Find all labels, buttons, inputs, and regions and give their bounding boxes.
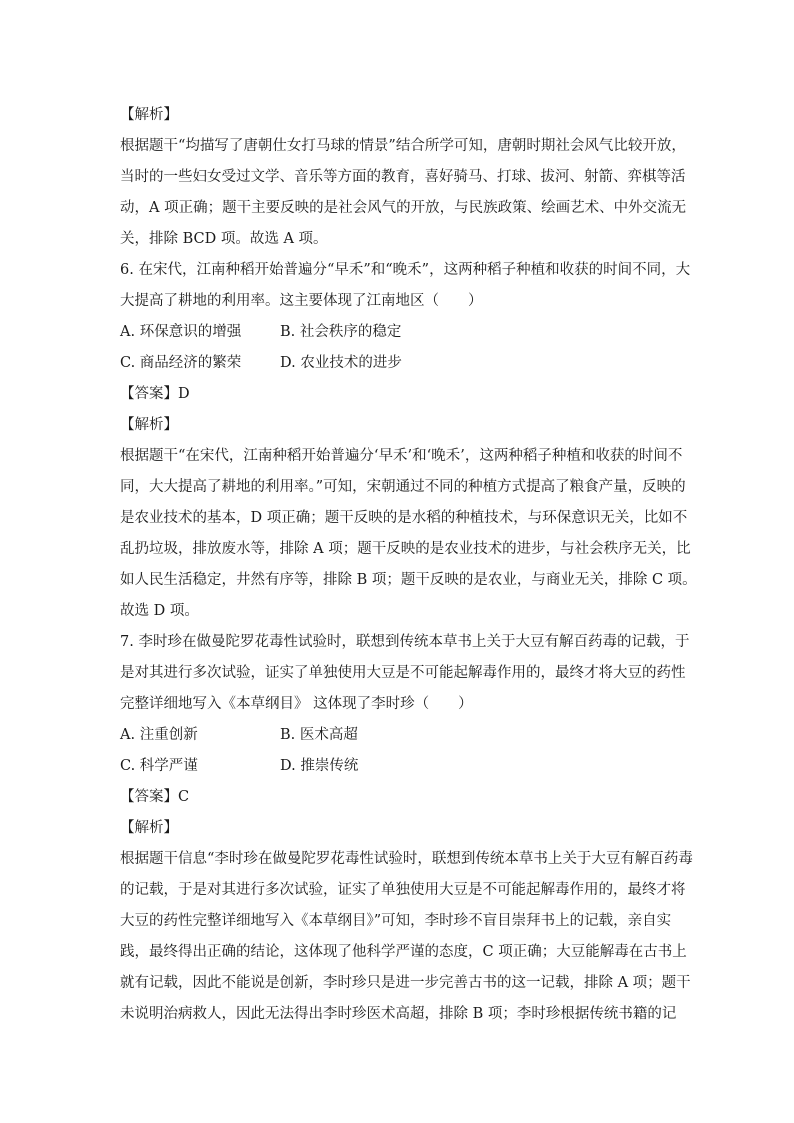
analysis-label: 【解析】: [120, 820, 178, 836]
document-page: [120, 100, 697, 1030]
option-c: C. 科学严谨: [120, 758, 198, 774]
analysis-text: [120, 131, 687, 255]
option-a: A. 注重创新: [120, 727, 198, 743]
analysis-line: 就有记载，因此不能说是创新，李时珍只是进一步完善古书的这一记载，排除 A 项；题干: [120, 975, 691, 991]
option-d: D. 推崇传统: [280, 758, 359, 774]
analysis-text: [120, 844, 693, 1030]
question-stem-line: 是对其进行多次试验，证实了单独使用大豆是不可能起解毒作用的，最终才将大豆的药性: [120, 665, 686, 681]
analysis-line: 故选 D 项。: [120, 603, 199, 619]
question-7: [120, 627, 693, 1030]
analysis-label: 【解析】: [120, 107, 178, 123]
options-row: [120, 348, 675, 379]
question-stem-line: 大提高了耕地的利用率。这主要体现了江南地区（ ）: [120, 293, 483, 309]
answer-label: 【答案】D: [120, 386, 190, 402]
analysis-line: 如人民生活稳定，井然有序等，排除 B 项；题干反映的是农业，与商业无关，排除 C 项。: [120, 572, 697, 588]
analysis-line: 践，最终得出正确的结论，这体现了他科学严谨的态度，C 项正确；大豆能解毒在古书上: [120, 944, 687, 960]
analysis-line: 的记载，于是对其进行多次试验，证实了单独使用大豆是不可能起解毒作用的，最终才将: [120, 882, 686, 898]
analysis-line: 根据题干信息“李时珍在做曼陀罗花毒性试验时，联想到传统本草书上关于大豆有解百药毒: [120, 851, 693, 867]
option-a: A. 环保意识的增强: [120, 324, 242, 340]
option-b: B. 社会秩序的稳定: [280, 324, 402, 340]
option-b: B. 医术高超: [280, 727, 358, 743]
analysis-line: 当时的一些妇女受过文学、音乐等方面的教育，喜好骑马、打球、拔河、射箭、弈棋等活: [120, 169, 686, 185]
analysis-label: 【解析】: [120, 417, 178, 433]
analysis-line: 根据题干“在宋代，江南种稻开始普遍分‘早禾’和‘晚禾’，这两种稻子种植和收获的时间不: [120, 448, 683, 464]
question-stem-line: 完整详细地写入《本草纲目》 这体现了李时珍（ ）: [120, 696, 473, 712]
question-stem-line: 6. 在宋代，江南种稻开始普遍分“早禾”和“晚禾”，这两种稻子种植和收获的时间不同，大: [120, 262, 691, 278]
analysis-line: 根据题干“均描写了唐朝仕女打马球的情景”结合所学可知，唐朝时期社会风气比较开放，: [120, 138, 686, 154]
analysis-line: 大豆的药性完整详细地写入《本草纲目》”可知，李时珍不盲目崇拜书上的记载，亲自实: [120, 913, 672, 929]
option-d: D. 农业技术的进步: [280, 355, 402, 371]
options-row: [120, 720, 675, 751]
question-stem-line: 7. 李时珍在做曼陀罗花毒性试验时，联想到传统本草书上关于大豆有解百药毒的记载，于: [120, 634, 690, 650]
analysis-line: 同，大大提高了耕地的利用率。”可知，宋朝通过不同的种植方式提高了粮食产量，反映的: [120, 479, 686, 495]
options-row: [120, 317, 675, 348]
options-row: [120, 751, 675, 782]
analysis-line: 是农业技术的基本，D 项正确；题干反映的是水稻的种植技术，与环保意识无关，比如不: [120, 510, 688, 526]
analysis-line: 关，排除 BCD 项。故选 A 项。: [120, 231, 328, 247]
analysis-line: 乱扔垃圾，排放废水等，排除 A 项；题干反映的是农业技术的进步，与社会秩序无关，比: [120, 541, 691, 557]
analysis-line: 未说明治病救人，因此无法得出李时珍医术高超，排除 B 项；李时珍根据传统书籍的记: [120, 1006, 677, 1022]
analysis-line: 动，A 项正确；题干主要反映的是社会风气的开放，与民族政策、绘画艺术、中外交流无: [120, 200, 687, 216]
option-c: C. 商品经济的繁荣: [120, 355, 242, 371]
analysis-text: [120, 441, 697, 627]
question-6: [120, 255, 697, 627]
answer-label: 【答案】C: [120, 789, 190, 805]
